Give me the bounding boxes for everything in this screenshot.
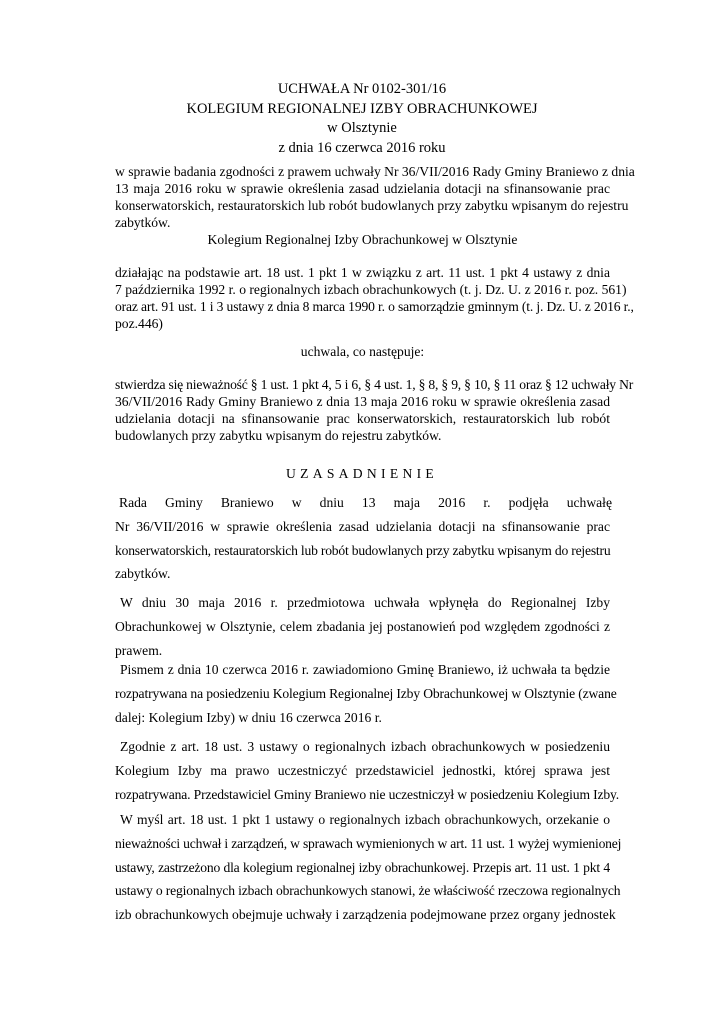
resolution-number: UCHWAŁA Nr 0102-301/16 <box>277 81 447 97</box>
justification-line: rozpatrywana. Przedstawiciel Gminy Braniewo nie uczestniczył w posiedzeniu Kolegium Izby. <box>115 786 620 802</box>
justification-line: rozpatrywana na posiedzeniu Kolegium Regionalnej Izby Obrachunkowej w Olsztynie (zwane <box>115 685 617 701</box>
decision-line: stwierdza się nieważność § 1 ust. 1 pkt 4, 5 i 6, § 4 ust. 1, § 8, § 9, § 10, § 11 oraz § 12 uchwały Nr <box>115 377 634 392</box>
legal-basis-line: działając na podstawie art. 18 ust. 1 pkt 1 w związku z art. 11 ust. 1 pkt 4 ustawy z dnia <box>115 265 610 280</box>
justification-paragraph <box>115 808 622 927</box>
justification-line: nieważności uchwał i zarządzeń, w sprawach wymienionych w art. 11 ust. 1 wyżej wymienionej <box>115 835 622 851</box>
resolves-line: uchwala, co następuje: <box>300 344 425 359</box>
subject-line: konserwatorskich, restauratorskich lub robót budowlanych przy zabytku wpisanym do rejestru <box>115 198 629 213</box>
subject-line: zabytków. <box>115 215 171 230</box>
justification-line: Nr 36/VII/2016 w sprawie określenia zasad udzielania dotacji na sfinansowanie prac <box>115 518 610 534</box>
justification-line: izb obrachunkowych obejmuje uchwały i zarządzenia podejmowane przez organy jednostek <box>115 907 616 923</box>
decision-line: 36/VII/2016 Rady Gminy Braniewo z dnia 13 maja 2016 roku w sprawie określenia zasad <box>115 394 610 409</box>
justification-line: prawem. <box>115 642 163 658</box>
justification-paragraph <box>115 658 617 729</box>
justification-line: Zgodnie z art. 18 ust. 3 ustawy o regionalnych izbach obrachunkowych w posiedzeniu <box>120 739 610 754</box>
justification-line: W dniu 30 maja 2016 r. przedmiotowa uchwała wpłynęła do Regionalnej Izby <box>120 595 610 610</box>
issuing-body: KOLEGIUM REGIONALNEJ IZBY OBRACHUNKOWEJ <box>186 100 538 117</box>
subject-line: w sprawie badania zgodności z prawem uchwały Nr 36/VII/2016 Rady Gminy Braniewo z dnia <box>115 164 635 179</box>
decision-line: udzielania dotacji na sfinansowanie prac konserwatorskich, restauratorskich lub robót <box>115 411 610 426</box>
legal-basis-line: oraz art. 91 ust. 1 i 3 ustawy z dnia 8 marca 1990 r. o samorządzie gminnym (t. j. Dz. U. z 2016 r., <box>115 299 634 314</box>
justification-line: Rada Gminy Braniewo w dniu 13 maja 2016 r. podjęła uchwałę <box>119 495 612 510</box>
justification-line: W myśl art. 18 ust. 1 pkt 1 ustawy o regionalnych izbach obrachunkowych, orzekanie o <box>120 812 610 827</box>
legal-basis-line: 7 października 1992 r. o regionalnych izbach obrachunkowych (t. j. Dz. U. z 2016 r. poz. 561) <box>115 282 627 297</box>
resolution-date: z dnia 16 czerwca 2016 roku <box>278 139 446 156</box>
justification-paragraph <box>115 591 610 662</box>
justification-line: Kolegium Izby ma prawo uczestniczyć przedstawiciel jednostki, której sprawa jest <box>115 762 610 778</box>
resolution-header <box>0 80 724 158</box>
justification-line: dalej: Kolegium Izby) w dniu 16 czerwca 2016 r. <box>115 709 382 725</box>
legal-basis-paragraph <box>115 264 634 332</box>
issuer-line: Kolegium Regionalnej Izby Obrachunkowej w Olsztynie <box>207 232 518 247</box>
subject-paragraph <box>115 163 635 231</box>
justification-line: konserwatorskich, restauratorskich lub robót budowlanych przy zabytku wpisanym do rejestru <box>115 542 611 558</box>
justification-line: Pismem z dnia 10 czerwca 2016 r. zawiadomiono Gminę Braniewo, iż uchwała ta będzie <box>120 662 610 677</box>
justification-line: Obrachunkowej w Olsztynie, celem zbadania jej postanowień pod względem zgodności z <box>115 618 610 634</box>
justification-line: ustawy o regionalnych izbach obrachunkowych stanowi, że właściwość rzeczowa regionalnych <box>115 883 621 899</box>
subject-line: 13 maja 2016 roku w sprawie określenia zasad udzielania dotacji na sfinansowanie prac <box>115 181 610 196</box>
decision-line: budowlanych przy zabytku wpisanym do rejestru zabytków. <box>115 428 442 443</box>
decision-paragraph <box>115 376 634 444</box>
justification-paragraph <box>115 491 610 586</box>
issuing-location: w Olsztynie <box>327 120 397 136</box>
justification-line: zabytków. <box>115 566 171 582</box>
justification-heading: UZASADNIENIE <box>285 466 439 481</box>
legal-basis-line: poz.446) <box>115 316 163 331</box>
justification-paragraph <box>115 735 620 806</box>
justification-line: ustawy, zastrzeżono dla kolegium regionalnej izby obrachunkowej. Przepis art. 11 ust. 1 pkt 4 <box>115 859 610 875</box>
